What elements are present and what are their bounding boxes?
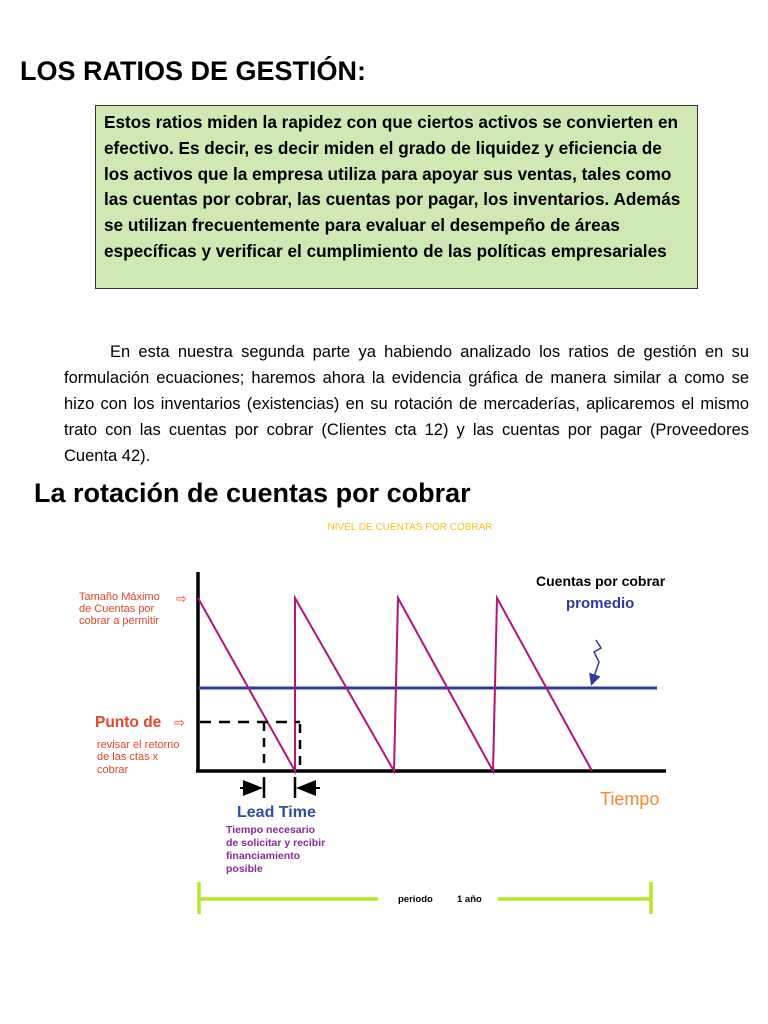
- time-axis-label: Tiempo: [600, 789, 660, 809]
- max-arrow-icon: ⇨: [176, 591, 187, 606]
- average-label-subtitle: promedio: [566, 595, 635, 612]
- svg-text:de las ctas x: de las ctas x: [97, 751, 159, 763]
- reorder-arrow-icon: ⇨: [174, 715, 185, 730]
- reorder-point-label: Punto de: [95, 714, 162, 731]
- average-label-title: Cuentas por cobrar: [536, 573, 666, 589]
- period-label: periodo: [398, 894, 433, 905]
- intro-box: Estos ratios miden la rapidez con que ciertos activos se convierten en efectivo. Es decir, es decir miden el grado de liquidez y eficiencia de los activos que la empresa utiliza para apoyar sus ventas, tales como las cuentas por cobrar, las cuentas por pagar, los inventarios. Además se utilizan frecuentemente para evaluar el desempeño de áreas específicas y verificar el cumplimiento de las políticas empresariales: [95, 105, 698, 289]
- average-pointer-arrow: [592, 640, 601, 683]
- diagram-caption: NIVEL DE CUENTAS POR COBRAR: [327, 522, 493, 533]
- reorder-description: [97, 739, 180, 776]
- svg-text:revisar el retorno: revisar el retorno: [97, 739, 180, 751]
- svg-text:de solicitar y recibir: de solicitar y recibir: [226, 837, 326, 849]
- svg-text:posible: posible: [226, 863, 263, 875]
- lead-time-label: Lead Time: [237, 804, 316, 821]
- svg-text:Tamaño Máximo: Tamaño Máximo: [79, 591, 160, 603]
- svg-text:de Cuentas por: de Cuentas por: [79, 603, 155, 615]
- svg-text:cobrar: cobrar: [97, 764, 129, 776]
- body-paragraph: En esta nuestra segunda parte ya habiendo analizado los ratios de gestión en su formulación ecuaciones; haremos ahora la evidencia gráfica de manera similar a como se hizo con los inventarios (existencias) en su rotación de mercaderías, aplicaremos el mismo trato con las cuentas por cobrar (Clientes cta 12) y las cuentas por pagar (Proveedores Cuenta 42).: [64, 343, 749, 465]
- receivables-sawtooth: [198, 598, 592, 771]
- max-size-label: [79, 591, 160, 627]
- section-heading: La rotación de cuentas por cobrar: [34, 478, 471, 508]
- svg-text:cobrar a permitir: cobrar a permitir: [79, 615, 160, 627]
- page-title: LOS RATIOS DE GESTIÓN:: [20, 56, 367, 86]
- svg-text:financiamiento: financiamiento: [226, 850, 301, 862]
- period-value: 1 año: [457, 894, 482, 905]
- lead-time-description: [226, 824, 325, 875]
- svg-text:Tiempo necesario: Tiempo necesario: [226, 824, 316, 836]
